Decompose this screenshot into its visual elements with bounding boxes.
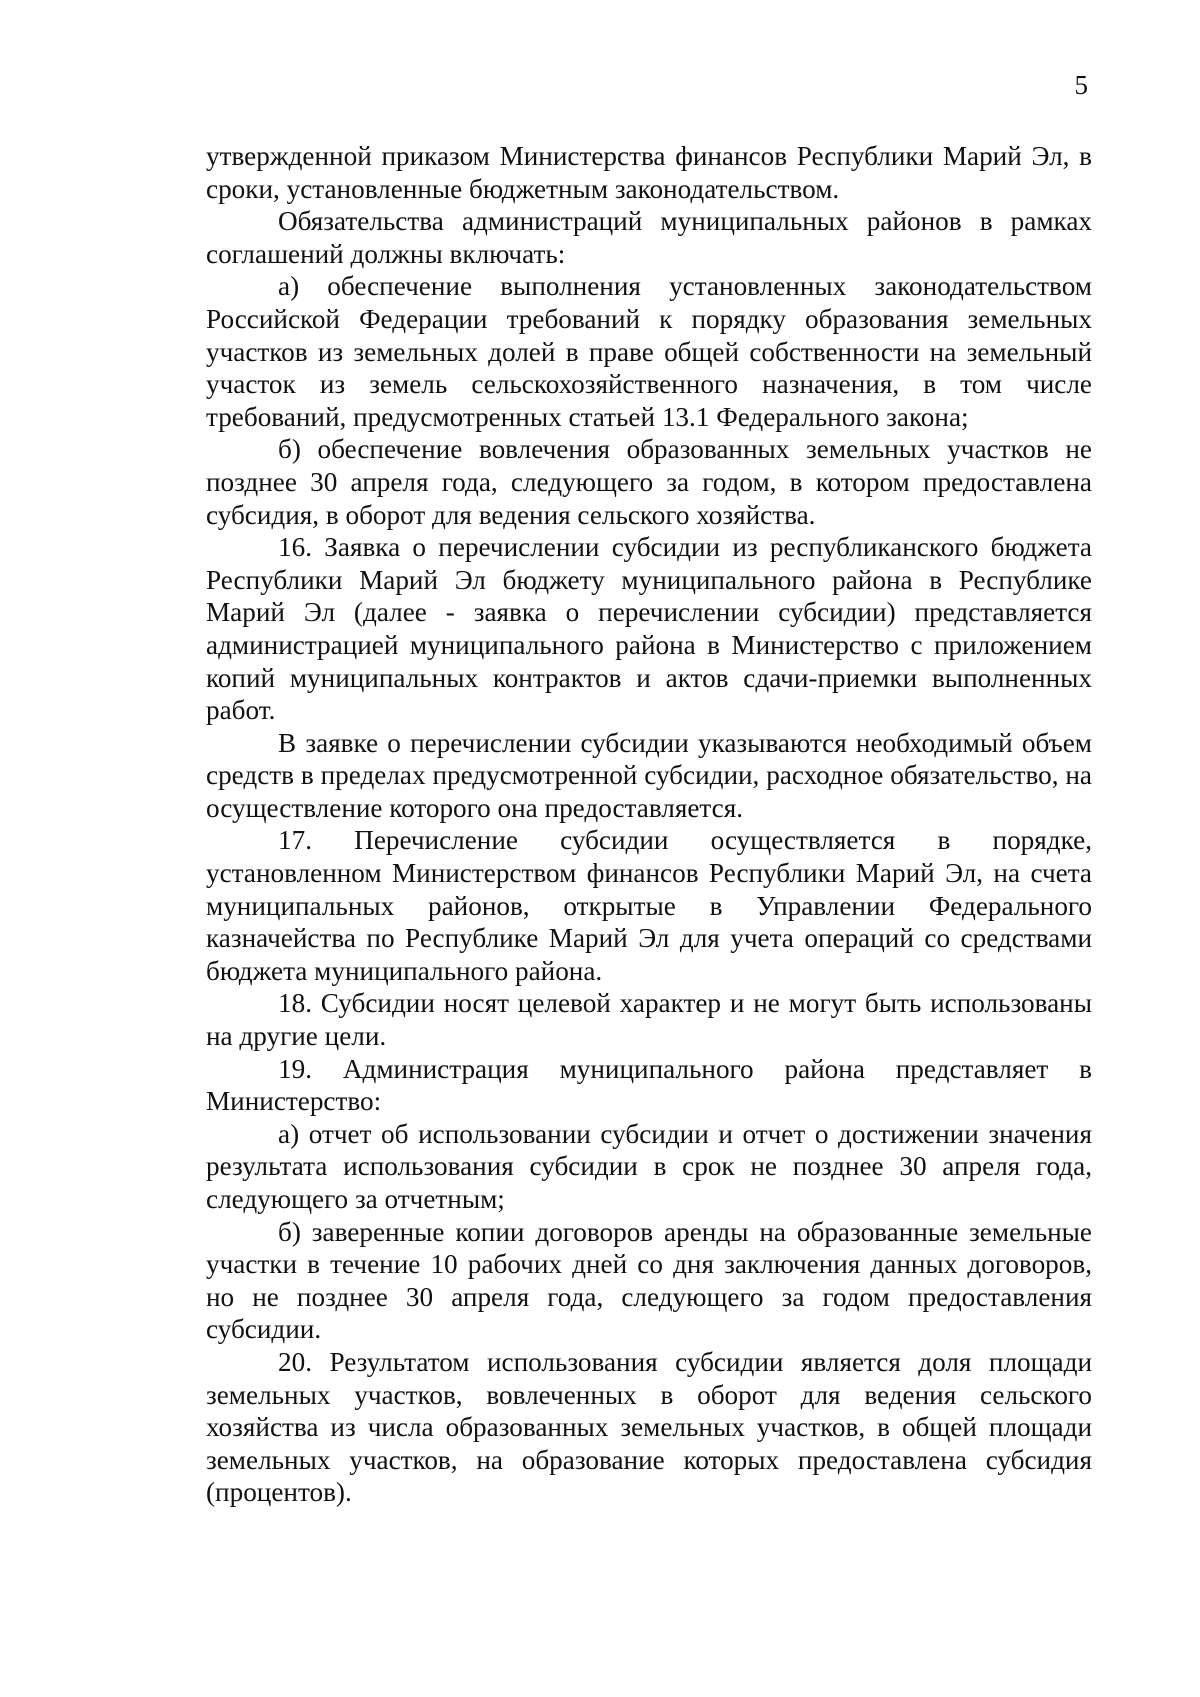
paragraph-obligation-b: б) обеспечение вовлечения образованных земельных участков не позднее 30 апреля года, следующего за годом, в котором предоставлена субсидия, в оборот для ведения сельского хозяйства. — [206, 434, 1092, 530]
paragraph-item-19-a: а) отчет об использовании субсидии и отчет о достижении значения результата использования субсидии в срок не позднее 30 апреля года, следующего за отчетным; — [206, 1118, 1092, 1214]
paragraph-obligations-intro: Обязательства администраций муниципальных районов в рамках соглашений должны включать: — [206, 206, 1092, 269]
page-number: 5 — [1074, 70, 1088, 100]
paragraph-continuation: утвержденной приказом Министерства финансов Республики Марий Эл, в сроки, установленные бюджетным законодательством. — [206, 141, 1092, 204]
paragraph-item-16-request: В заявке о перечислении субсидии указываются необходимый объем средств в пределах предусмотренной субсидии, расходное обязательство, на осуществление которого она предоставляется. — [206, 727, 1092, 823]
paragraph-item-19-b: б) заверенные копии договоров аренды на образованные земельные участки в течение 10 рабочих дней со дня заключения данных договоров, но не позднее 30 апреля года, следующего за годом предоставления субсидии. — [206, 1216, 1092, 1345]
document-body — [206, 140, 1092, 1509]
paragraph-item-18: 18. Субсидии носят целевой характер и не могут быть использованы на другие цели. — [206, 988, 1092, 1052]
paragraph-item-17: 17. Перечисление субсидии осуществляется в порядке, установленном Министерством финансов Республики Марий Эл, на счета муниципальных районов, открытые в Управлении Федерального казначейства по Республике Марий Эл для учета операций со средствами бюджета муниципального района. — [206, 825, 1092, 986]
paragraph-item-16: 16. Заявка о перечислении субсидии из республиканского бюджета Республики Марий Эл бюджету муниципального района в Республике Марий Эл (далее - заявка о перечислении субсидии) представляется администрацией муниципального района в Министерство с приложением копий муниципальных контрактов и актов сдачи-приемки выполненных работ. — [206, 532, 1092, 726]
paragraph-obligation-a: а) обеспечение выполнения установленных законодательством Российской Федерации требований к порядку образования земельных участков из земельных долей в праве общей собственности на земельный участок из земель сельскохозяйственного назначения, в том числе требований, предусмотренных статьей 13.1 Федерального закона; — [206, 271, 1092, 432]
paragraph-item-20: 20. Результатом использования субсидии является доля площади земельных участков, вовлеченных в оборот для ведения сельского хозяйства из числа образованных земельных участков, в общей площади земельных участков, на образование которых предоставлена субсидия (процентов). — [206, 1346, 1092, 1508]
paragraph-item-19: 19. Администрация муниципального района представляет в Министерство: — [206, 1053, 1092, 1117]
